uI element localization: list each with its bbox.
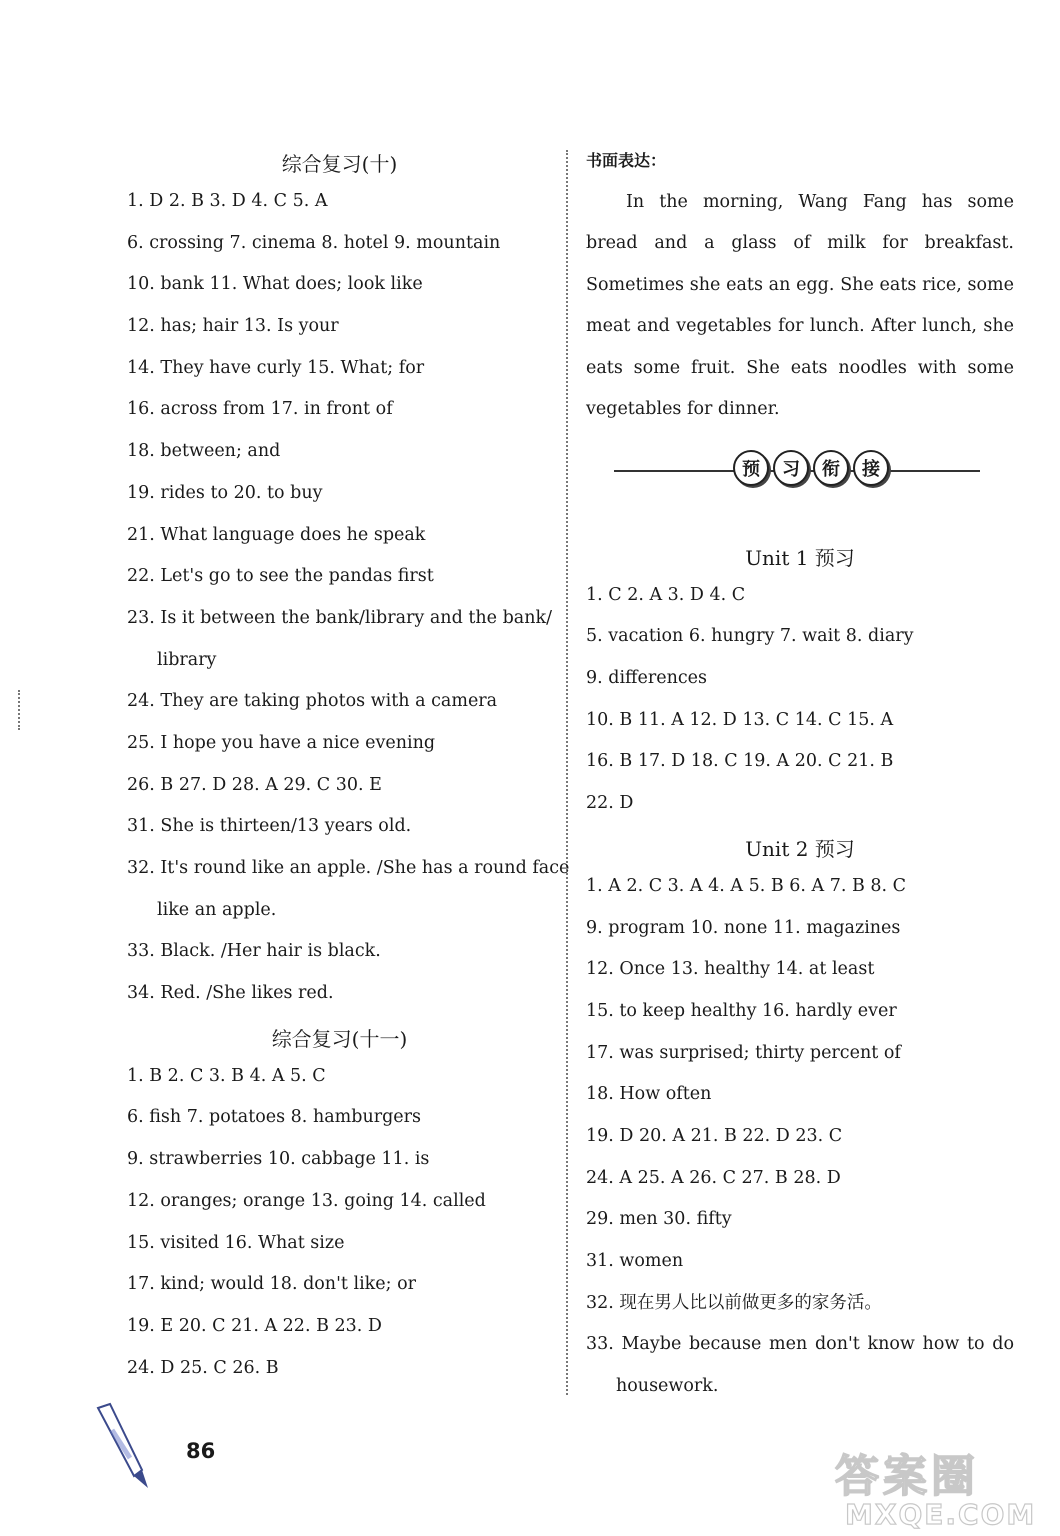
answer-line: 24. A 25. A 26. C 27. B 28. D (586, 1167, 841, 1188)
watermark (835, 1440, 1045, 1536)
answer-line: 9. program 10. none 11. magazines (586, 917, 901, 938)
answer-line: 22. D (586, 793, 634, 814)
answer-list-review-11 (127, 1056, 552, 1390)
column-separator (566, 150, 568, 1395)
answer-line: 14. They have curly 15. What; for (127, 357, 425, 378)
answer-line: 16. across from 17. in front of (127, 399, 393, 420)
banner-char: 衔 (813, 450, 849, 486)
answer-line: 25. I hope you have a nice evening (127, 732, 436, 753)
section-heading-unit1: Unit 1 预习 (745, 545, 855, 570)
answer-line: 17. was surprised; thirty percent of (586, 1042, 901, 1063)
banner-char: 接 (853, 450, 889, 486)
answer-line: 32. 现在男人比以前做更多的家务活。 (586, 1292, 882, 1313)
answer-line: 12. Once 13. healthy 14. at least (586, 959, 875, 980)
section-heading-review-10: 综合复习(十) (281, 152, 398, 176)
answer-line: 9. strawberries 10. cabbage 11. is (127, 1149, 430, 1170)
answer-line: 22. Let's go to see the pandas first (127, 566, 434, 587)
answer-line: 5. vacation 6. hungry 7. wait 8. diary (586, 626, 914, 647)
answer-list-unit1 (586, 575, 1014, 825)
answer-line: 19. E 20. C 21. A 22. B 23. D (127, 1315, 382, 1336)
answer-line: 10. B 11. A 12. D 13. C 14. C 15. A (586, 709, 894, 730)
answer-line: 1. B 2. C 3. B 4. A 5. C (127, 1065, 326, 1086)
banner-char: 习 (773, 450, 809, 486)
section-heading-unit2: Unit 2 预习 (745, 836, 855, 861)
answer-line: 1. D 2. B 3. D 4. C 5. A (127, 191, 328, 211)
answer-line: 23. Is it between the bank/library and the bank/ (127, 607, 552, 628)
margin-dots (18, 690, 20, 730)
answer-list-review-10 (127, 181, 570, 1015)
watermark-url: MXQE.COM (845, 1498, 1037, 1531)
answer-line: 26. B 27. D 28. A 29. C 30. E (127, 774, 382, 795)
watermark-logo: 答案圈 (835, 1451, 979, 1502)
answer-line: 18. between; and (127, 441, 281, 462)
answer-line: 31. women (586, 1251, 684, 1271)
answer-line: 24. They are taking photos with a camera (127, 691, 498, 712)
answer-line-continued: library (157, 649, 217, 670)
writing-paragraph: In the morning, Wang Fang has some bread and a glass of milk for breakfast. Sometimes she eats an egg. She eats rice, some meat and vegetables for lunch. After lunch, she eats some fruit. She eats noodles with some vegetables for dinner. (586, 191, 1014, 420)
answer-line: 24. D 25. C 26. B (127, 1357, 279, 1378)
answer-line: 17. kind; would 18. don't like; or (127, 1274, 416, 1295)
answer-line: 6. fish 7. potatoes 8. hamburgers (127, 1107, 421, 1128)
banner-char: 预 (733, 450, 769, 486)
answer-line: 33. Black. /Her hair is black. (127, 941, 381, 962)
answer-line: 19. rides to 20. to buy (127, 482, 323, 503)
section-heading-review-11: 综合复习(十一) (271, 1026, 408, 1051)
answer-line: 29. men 30. fifty (586, 1209, 732, 1230)
page-number: 86 (186, 1439, 216, 1463)
answer-line: 15. visited 16. What size (127, 1232, 345, 1253)
pen-icon (90, 1400, 160, 1492)
answer-line: 6. crossing 7. cinema 8. hotel 9. mountain (127, 232, 501, 253)
answer-line: 32. It's round like an apple. /She has a round face (127, 858, 570, 878)
answer-line: 15. to keep healthy 16. hardly ever (586, 1000, 897, 1021)
answer-line-continued: housework. (616, 1376, 719, 1397)
answer-line: 18. How often (586, 1084, 712, 1105)
right-column (586, 140, 1014, 1408)
answer-line: 33. Maybe because men don't know how to do (586, 1334, 1014, 1355)
answer-line: 19. D 20. A 21. B 22. D 23. C (586, 1125, 843, 1146)
answer-line: 12. oranges; orange 13. going 14. called (127, 1190, 486, 1211)
answer-line: 1. C 2. A 3. D 4. C (586, 584, 746, 605)
answer-line: 12. has; hair 13. Is your (127, 316, 339, 337)
writing-title: 书面表达： (586, 151, 667, 170)
answer-list-unit2 (586, 866, 1014, 1408)
answer-line: 21. What language does he speak (127, 524, 426, 545)
answer-line-continued: like an apple. (157, 899, 277, 920)
left-column (127, 140, 570, 1389)
answer-line: 34. Red. /She likes red. (127, 983, 334, 1004)
answer-line: 9. differences (586, 668, 707, 689)
answer-line: 16. B 17. D 18. C 19. A 20. C 21. B (586, 751, 894, 772)
preview-banner (733, 450, 889, 486)
answer-line: 1. A 2. C 3. A 4. A 5. B 6. A 7. B 8. C (586, 875, 907, 896)
answer-line: 10. bank 11. What does; look like (127, 274, 423, 295)
answer-line: 31. She is thirteen/13 years old. (127, 816, 412, 837)
